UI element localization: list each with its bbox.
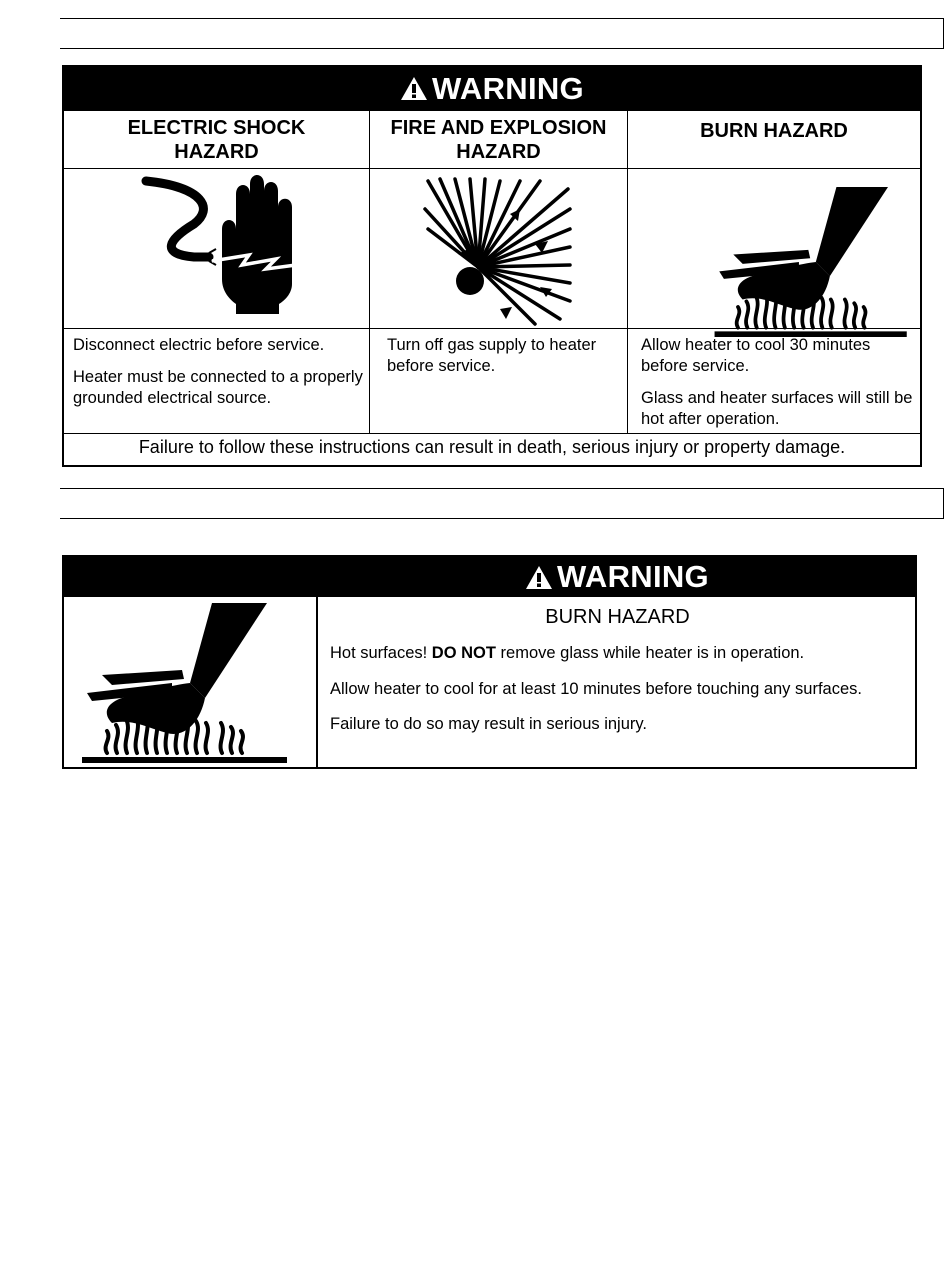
hot-surfaces-line: Hot surfaces! DO NOT remove glass while heater is in operation. — [330, 644, 805, 662]
warning-footer-text: Failure to follow these instructions can result in death, serious injury or property damage. — [64, 433, 920, 468]
electric-shock-icon-cell — [64, 169, 369, 329]
warning-header-text: WARNING — [557, 559, 709, 594]
electric-shock-text: Disconnect electric before service. Heater must be connected to a properly grounded electrical source. — [73, 336, 363, 407]
warning-panel-2 — [62, 555, 917, 769]
burn-hazard-title: BURN HAZARD — [545, 606, 690, 628]
section-rule-top — [60, 18, 944, 49]
hazard-text-row — [64, 328, 920, 434]
burn-icon-cell — [627, 169, 920, 329]
explosion-icon-cell — [369, 169, 627, 329]
fire-explosion-title: FIRE AND EXPLOSION HAZARD — [369, 111, 627, 169]
injury-line: Failure to do so may result in serious injury. — [330, 715, 647, 733]
warning-header-1 — [64, 67, 920, 110]
warning-triangle-icon — [400, 76, 428, 101]
electric-shock-title: ELECTRIC SHOCK HAZARD — [127, 117, 306, 163]
burn-hazard-text-pane — [320, 597, 915, 767]
cool-down-line: Allow heater to cool for at least 10 minutes before touching any surfaces. — [330, 679, 862, 698]
burn-hazard-text: Allow heater to cool 30 minutes before service. Glass and heater surfaces will still be hot after operation. — [627, 329, 920, 434]
burn-hand-icon — [72, 603, 302, 763]
fire-explosion-text: Turn off gas supply to heater before service. — [369, 329, 627, 434]
electric-shock-hand-icon — [64, 169, 369, 329]
section-rule-middle — [60, 488, 944, 519]
hazard-titles-row — [64, 110, 920, 169]
hazard-icons-row — [64, 168, 920, 329]
burn-icon-pane — [64, 597, 318, 767]
warning-triangle-icon — [525, 565, 553, 590]
warning-header-2 — [64, 557, 915, 597]
explosion-icon — [370, 169, 628, 329]
burn-hazard-title: BURN HAZARD — [627, 111, 920, 169]
burn-hand-icon — [688, 187, 938, 337]
warning-header-text: WARNING — [432, 70, 584, 106]
warning-panel-1 — [62, 65, 922, 467]
